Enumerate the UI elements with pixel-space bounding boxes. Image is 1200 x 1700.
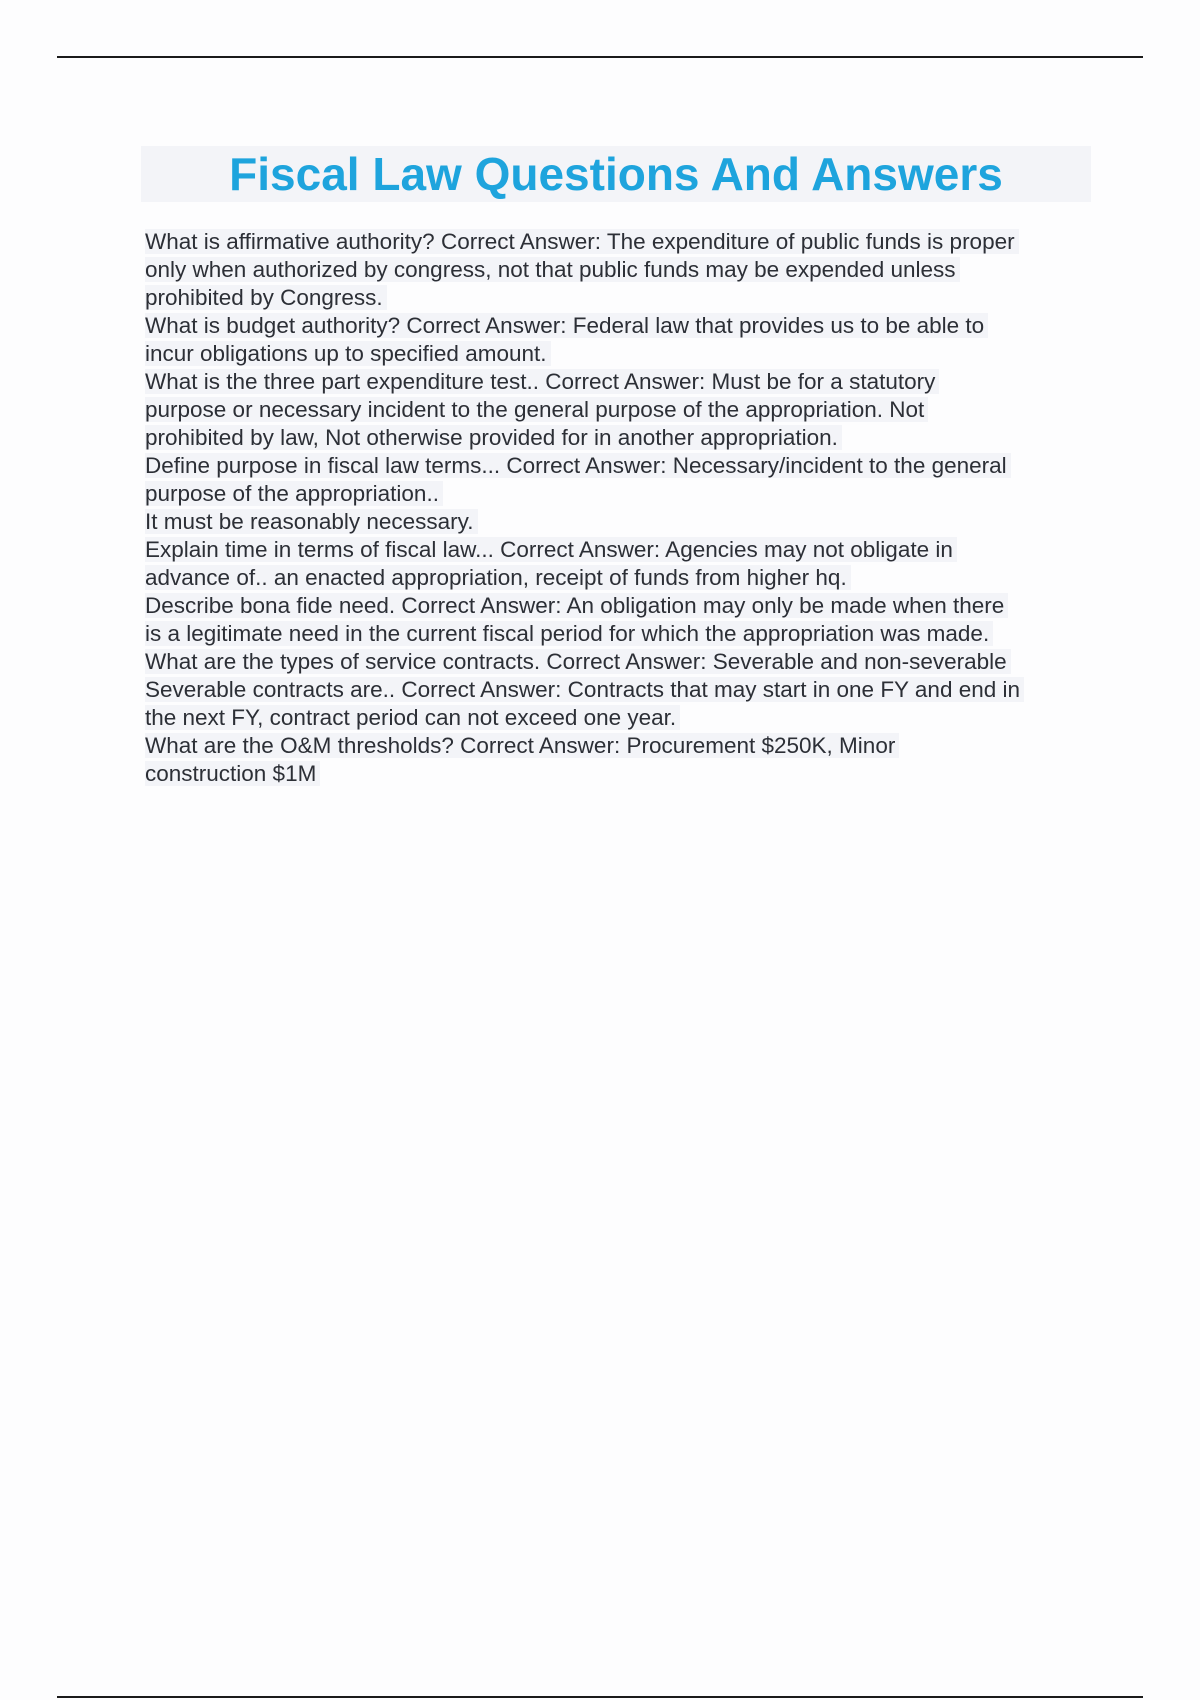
qa-line — [145, 312, 1095, 340]
qa-line-text: the next FY, contract period can not exceed one year. — [145, 705, 680, 730]
qa-line — [145, 256, 1095, 284]
qa-line — [145, 480, 1095, 508]
qa-line — [145, 564, 1095, 592]
qa-line-text: Define purpose in fiscal law terms... Correct Answer: Necessary/incident to the general — [145, 453, 1011, 478]
qa-paragraph — [145, 732, 1095, 788]
qa-paragraph — [145, 228, 1095, 312]
qa-line-text: purpose or necessary incident to the general purpose of the appropriation. Not — [145, 397, 928, 422]
qa-line-text: What is affirmative authority? Correct Answer: The expenditure of public funds is proper — [145, 229, 1019, 254]
qa-paragraph — [145, 676, 1095, 732]
document-title: Fiscal Law Questions And Answers — [229, 148, 1003, 200]
qa-paragraph — [145, 312, 1095, 368]
qa-line-text: What is budget authority? Correct Answer: Federal law that provides us to be able to — [145, 313, 988, 338]
qa-line-text: is a legitimate need in the current fiscal period for which the appropriation was made. — [145, 621, 993, 646]
qa-line-text: It must be reasonably necessary. — [145, 509, 478, 534]
qa-line — [145, 732, 1095, 760]
qa-line — [145, 228, 1095, 256]
qa-line — [145, 648, 1095, 676]
qa-paragraph — [145, 648, 1095, 676]
qa-paragraph — [145, 452, 1095, 536]
qa-line — [145, 704, 1095, 732]
qa-line-text: incur obligations up to specified amount. — [145, 341, 551, 366]
qa-line — [145, 284, 1095, 312]
qa-line — [145, 536, 1095, 564]
qa-line — [145, 368, 1095, 396]
qa-line-text: prohibited by Congress. — [145, 285, 387, 310]
qa-line — [145, 424, 1095, 452]
qa-line-text: What is the three part expenditure test.. Correct Answer: Must be for a statutory — [145, 369, 939, 394]
bottom-rule — [57, 1696, 1143, 1698]
qa-line — [145, 396, 1095, 424]
qa-line-text: advance of.. an enacted appropriation, receipt of funds from higher hq. — [145, 565, 851, 590]
qa-paragraph — [145, 592, 1095, 648]
qa-line-text: What are the types of service contracts. Correct Answer: Severable and non-severable — [145, 649, 1011, 674]
qa-line — [145, 340, 1095, 368]
qa-line — [145, 620, 1095, 648]
top-rule — [57, 56, 1143, 58]
qa-line-text: purpose of the appropriation.. — [145, 481, 443, 506]
document-body — [145, 228, 1095, 788]
qa-line-text: prohibited by law, Not otherwise provided for in another appropriation. — [145, 425, 842, 450]
qa-line — [145, 452, 1095, 480]
qa-line-text: only when authorized by congress, not that public funds may be expended unless — [145, 257, 960, 282]
qa-line-text: Describe bona fide need. Correct Answer: An obligation may only be made when there — [145, 593, 1008, 618]
qa-paragraph — [145, 536, 1095, 592]
qa-line-text: construction $1M — [145, 761, 320, 786]
qa-line-text: Severable contracts are.. Correct Answer: Contracts that may start in one FY and end in — [145, 677, 1024, 702]
qa-line-text: Explain time in terms of fiscal law... Correct Answer: Agencies may not obligate in — [145, 537, 957, 562]
qa-line — [145, 760, 1095, 788]
qa-line — [145, 592, 1095, 620]
qa-line — [145, 676, 1095, 704]
qa-paragraph — [145, 368, 1095, 452]
qa-line-text: What are the O&M thresholds? Correct Answer: Procurement $250K, Minor — [145, 733, 899, 758]
qa-line — [145, 508, 1095, 536]
title-band — [141, 146, 1091, 202]
